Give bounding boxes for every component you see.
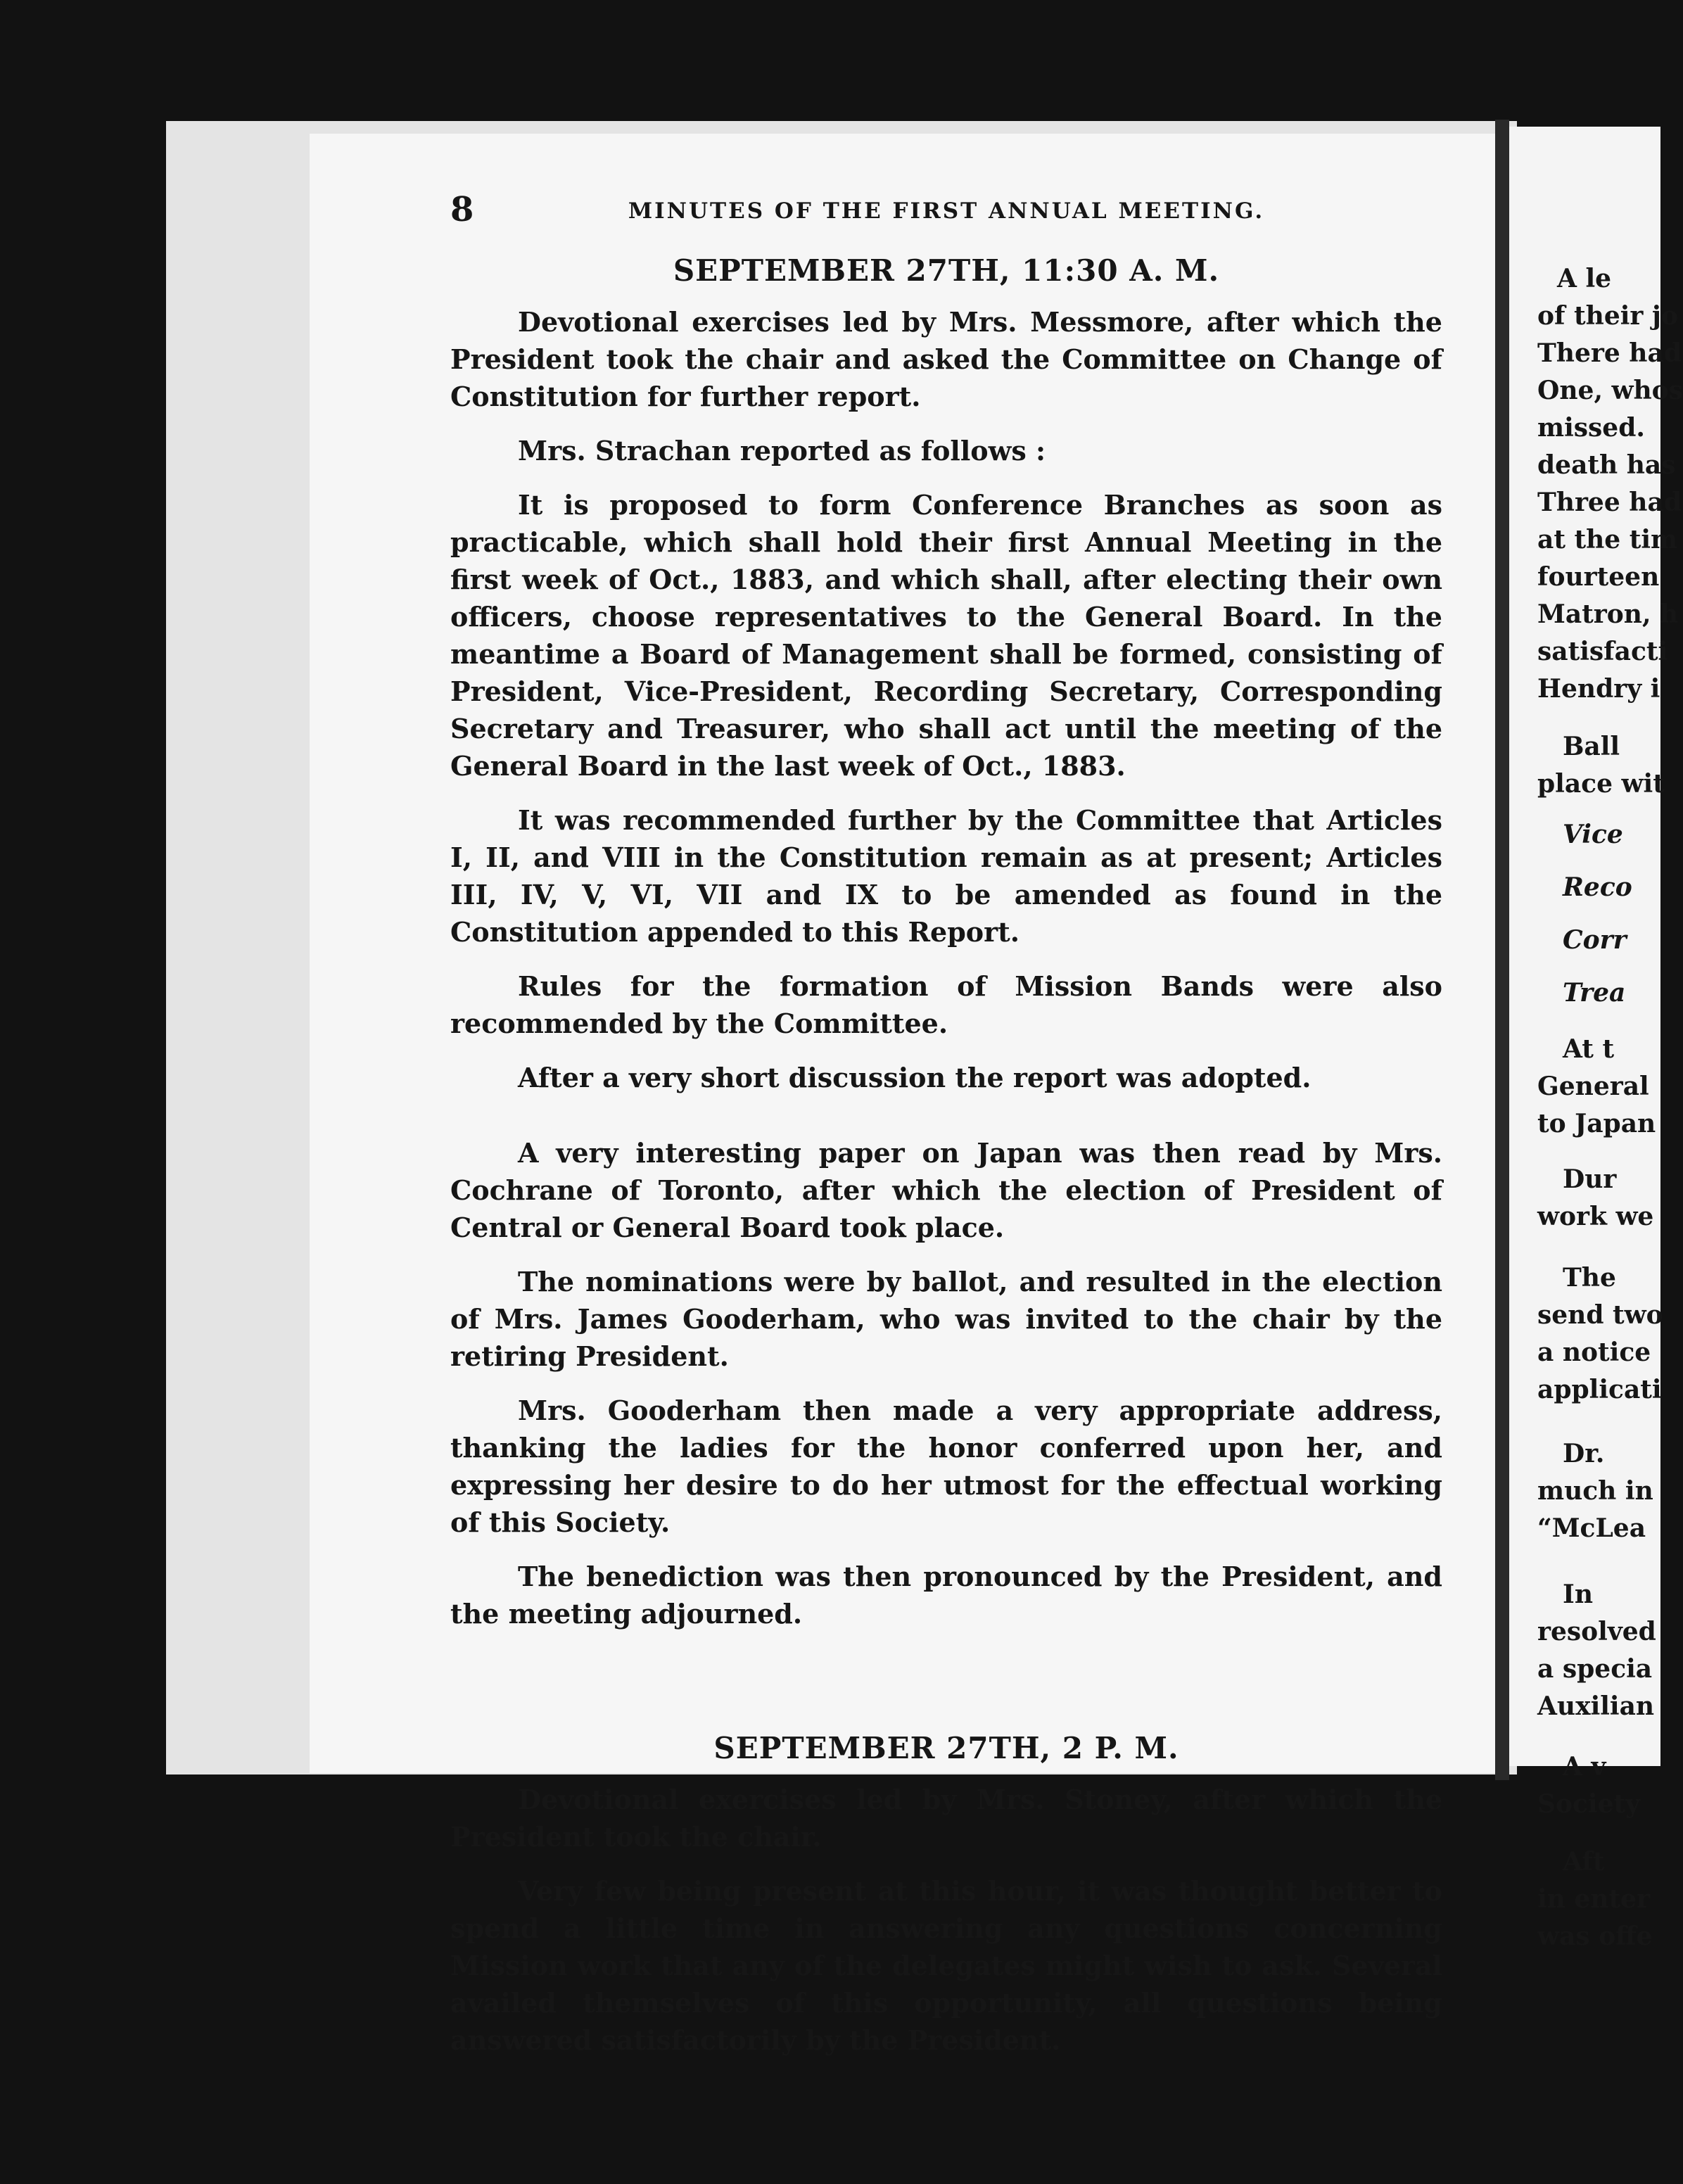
fragment: applicati <box>1537 1375 1662 1404</box>
fragment: One, whos <box>1537 376 1683 405</box>
page-header <box>450 190 1442 241</box>
fragment: a specia <box>1537 1654 1653 1684</box>
paragraph: It was recommended further by the Committee that Articles I, II, and VIII in the Constitution remain as at present; Articles III, IV, V, VI, VII and IX to be amended as found in the Constitution appended to this Report. <box>450 804 1442 948</box>
paragraph: Mrs. Gooderham then made a very appropriate address, thanking the ladies for the honor conferred upon her, and expressing her desire to do her utmost for the effectual working of this Society. <box>450 1395 1442 1538</box>
paragraph: Devotional exercises led by Mrs. Messmore, after which the President took the chair and asked the Committee on Change of Constitution for further report. <box>450 306 1442 412</box>
fragment: much in <box>1537 1476 1653 1506</box>
running-head: MINUTES OF THE FIRST ANNUAL MEETING. <box>628 198 1265 224</box>
paragraph: It is proposed to form Conference Branches as soon as practicable, which shall hold their first Annual Meeting in the first week of Oct., 1883, and which shall, after electing their own officers, choose representatives to the General Board. In the meantime a Board of Management shall be formed, consisting of President, Vice-President, Recording Secretary, Corresponding Secretary and Treasurer, who shall act until the meeting of the General Board in the last week of Oct., 1883. <box>450 489 1442 782</box>
fragment: Matron, h <box>1537 599 1679 629</box>
fragment: place wit <box>1537 769 1665 799</box>
fragment: There had <box>1537 338 1682 368</box>
left-page-text <box>450 190 1442 2076</box>
fragment: “McLea <box>1537 1513 1646 1543</box>
fragment: Hendry i <box>1537 674 1660 704</box>
fragment: was offe <box>1537 1922 1653 1951</box>
fragment: The <box>1563 1263 1616 1293</box>
fragment: In <box>1563 1580 1594 1609</box>
fragment: At t <box>1563 1034 1615 1064</box>
paragraph: The nominations were by ballot, and resulted in the election of Mrs. James Gooderham, who was invited to the chair by the retiring President. <box>450 1266 1442 1372</box>
paragraph: Devotional exercises led by Mrs. Stoney, after which the President took the chair. <box>450 1784 1442 1853</box>
paragraph: A very interesting paper on Japan was then read by Mrs. Cochrane of Toronto, after which the election of President of Central or General Board took place. <box>450 1137 1442 1243</box>
fragment: Dr. <box>1563 1439 1605 1468</box>
fragment: resolved <box>1537 1617 1656 1646</box>
fragment: death has <box>1537 450 1676 480</box>
fragment: A le <box>1557 264 1612 293</box>
fragment: Reco <box>1563 872 1632 902</box>
fragment: Society <box>1537 1789 1641 1819</box>
fragment: General <box>1537 1072 1649 1101</box>
fragment: to Japan <box>1537 1109 1656 1138</box>
fragment: Ball <box>1563 732 1620 761</box>
fragment: of their jo <box>1537 301 1678 331</box>
page-number: 8 <box>450 190 474 229</box>
paragraph: Mrs. Strachan reported as follows : <box>518 435 1046 466</box>
fragment: Aft <box>1563 1847 1605 1877</box>
fragment: Dur <box>1563 1164 1617 1194</box>
fragment: send two <box>1537 1300 1663 1330</box>
paragraph: Very few being present at this hour, it was thought better to spend a little time in answering any questions concerning Mission work that any of the delegates might wish to ask. Several availed themselves of this opportunity, all questions being answered satisfactorily by the President. <box>450 1875 1442 2056</box>
section-title-2pm: SEPTEMBER 27TH, 2 P. M. <box>713 1731 1179 1765</box>
fragment: work we <box>1537 1202 1654 1231</box>
fragment: A v <box>1563 1752 1606 1782</box>
paragraph: Rules for the formation of Mission Bands were also recommended by the Committee. <box>450 970 1442 1039</box>
fragment: Corr <box>1563 925 1627 955</box>
paragraph: The benediction was then pronounced by the President, and the meeting adjourned. <box>450 1561 1442 1630</box>
fragment: Trea <box>1563 978 1626 1008</box>
paragraph: After a very short discussion the report was adopted. <box>518 1062 1312 1093</box>
section-title-1130: SEPTEMBER 27TH, 11:30 A. M. <box>673 253 1220 288</box>
fragment: Auxilian <box>1537 1691 1655 1721</box>
fragment: fourteen <box>1537 562 1660 592</box>
fragment: at the tim <box>1537 525 1678 554</box>
fragment: Vice <box>1563 820 1623 849</box>
fragment: satisfacti <box>1537 637 1668 666</box>
right-page-edge <box>1509 127 1683 1951</box>
fragment: Three had <box>1537 488 1682 517</box>
book-gutter <box>1495 120 1509 1780</box>
fragment: a notice <box>1537 1338 1651 1367</box>
fragment: missed. <box>1537 413 1645 443</box>
fragment: in enter <box>1537 1884 1650 1914</box>
